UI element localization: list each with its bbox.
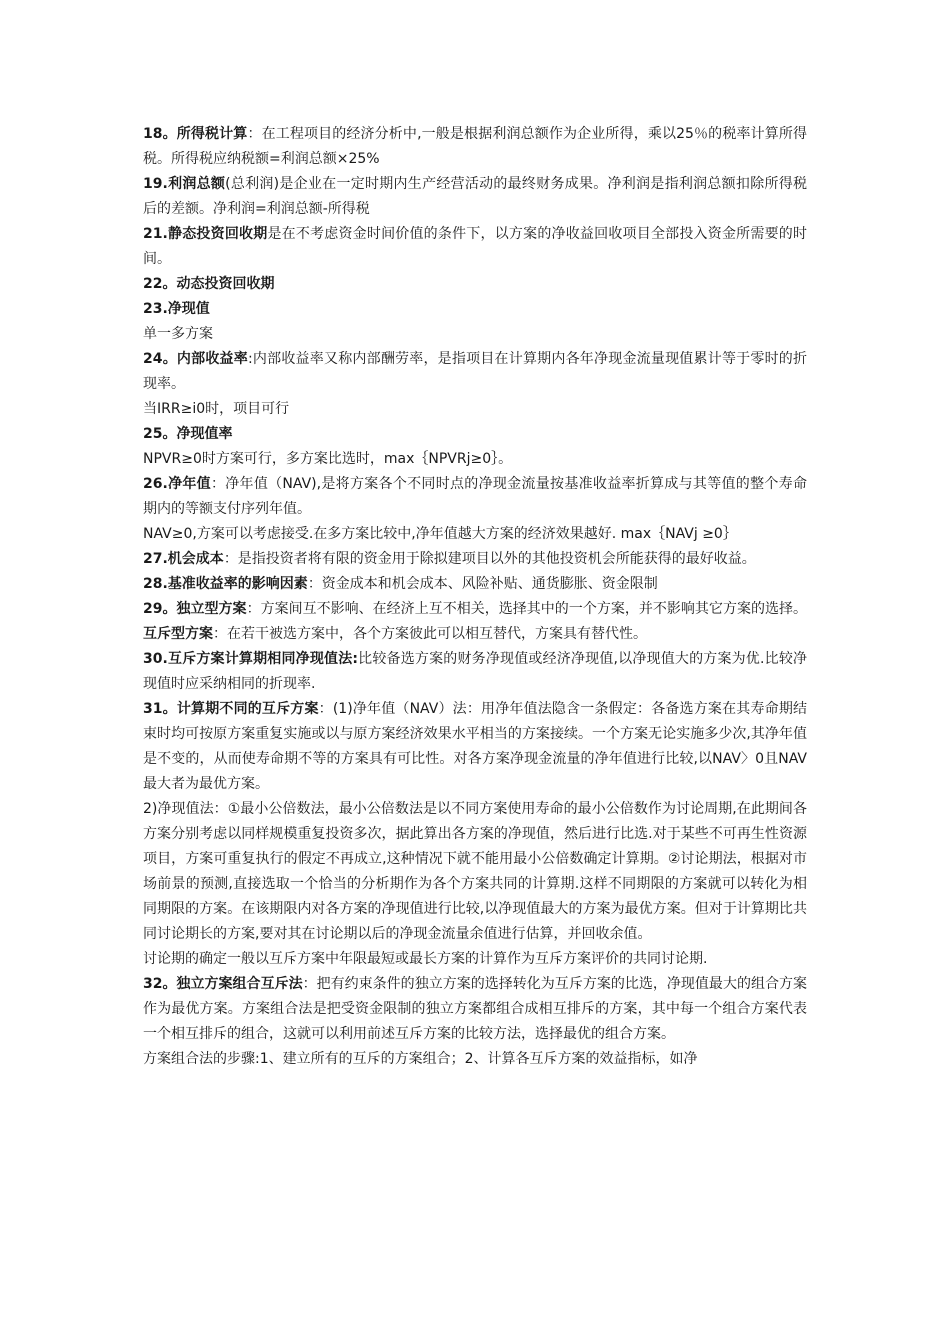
term-heading: 30.互斥方案计算期相同净现值法: <box>143 651 358 667</box>
paragraph-23 <box>143 297 807 322</box>
term-body: 2)净现值法：①最小公倍数法，最小公倍数法是以不同方案使用寿命的最小公倍数作为讨论周期,在此期间各方案分别考虑以同样规模重复投资多次，据此算出各方案的净现值，然后进行比选.对于某些不可再生性资源项目，方案可重复执行的假定不再成立,这种情况下就不能用最小公倍数确定计算期。②讨论期法，根据对市场前景的预测,直接选取一个恰当的分析期作为各个方案共同的计算期.这样不同期限的方案就可以转化为相同期限的方案。在该期限内对各方案的净现值进行比较,以净现值最大的方案为最优方案。但对于计算期比共同讨论期长的方案,要对其在讨论期以后的净现金流量余值进行估算，并回收余值。 <box>143 801 807 942</box>
document-page <box>143 122 807 1072</box>
paragraph-26 <box>143 472 807 522</box>
term-body: (总利润)是企业在一定时期内生产经营活动的最终财务成果。净利润是指利润总额扣除所得税后的差额。净利润=利润总额-所得税 <box>143 176 807 217</box>
term-body-secondary: ：在若干被选方案中，各个方案彼此可以相互替代，方案具有替代性。 <box>213 626 647 642</box>
paragraph-25 <box>143 422 807 447</box>
term-heading: 27.机会成本 <box>143 551 224 567</box>
paragraph-32-steps <box>143 1047 807 1072</box>
paragraph-29 <box>143 597 807 647</box>
paragraph-22 <box>143 272 807 297</box>
paragraph-25-note <box>143 447 807 472</box>
paragraph-31-npv <box>143 797 807 947</box>
paragraph-31-period <box>143 947 807 972</box>
term-heading: 21.静态投资回收期 <box>143 226 268 242</box>
term-body: 单一多方案 <box>143 326 213 342</box>
term-body: 方案组合法的步骤:1、建立所有的互斥的方案组合；2、计算各互斥方案的效益指标，如净 <box>143 1051 698 1067</box>
paragraph-24 <box>143 347 807 397</box>
term-heading: 19.利润总额 <box>143 176 226 192</box>
term-body: NAV≥0,方案可以考虑接受.在多方案比较中,净年值越大方案的经济效果越好. max｛NAVj ≥0｝ <box>143 526 737 542</box>
term-body: 当IRR≥i0时，项目可行 <box>143 401 290 417</box>
paragraph-32 <box>143 972 807 1047</box>
paragraph-19 <box>143 172 807 222</box>
term-heading: 23.净现值 <box>143 301 210 317</box>
term-body: ：净年值（NAV),是将方案各个不同时点的净现金流量按基准收益率折算成与其等值的整个寿命期内的等额支付序列年值。 <box>143 476 807 517</box>
term-body: ：是指投资者将有限的资金用于除拟建项目以外的其他投资机会所能获得的最好收益。 <box>223 551 756 567</box>
paragraph-18 <box>143 122 807 172</box>
term-body: ：(1)净年值（NAV）法：用净年值法隐含一条假定：各备选方案在其寿命期结束时均可按原方案重复实施或以与原方案经济效果水平相当的方案接续。一个方案无论实施多少次,其净年值是不变的，从而使寿命期不等的方案具有可比性。对各方案净现金流量的净年值进行比较,以NAV〉0且NAV最大者为最优方案。 <box>143 701 808 792</box>
term-body: ：方案间互不影响、在经济上互不相关，选择其中的一个方案，并不影响其它方案的选择。 <box>246 601 807 617</box>
paragraph-27 <box>143 547 807 572</box>
paragraph-30 <box>143 647 807 697</box>
term-body: :内部收益率又称内部酬劳率，是指项目在计算期内各年净现金流量现值累计等于零时的折现率。 <box>143 351 808 392</box>
term-body: NPVR≥0时方案可行，多方案比选时，max｛NPVRj≥0｝。 <box>143 451 513 467</box>
term-heading: 25。净现值率 <box>143 426 233 442</box>
term-body: 是在不考虑资金时间价值的条件下，以方案的净收益回收项目全部投入资金所需要的时间。 <box>143 226 807 267</box>
term-heading: 28.基准收益率的影响因素 <box>143 576 308 592</box>
term-body: 讨论期的确定一般以互斥方案中年限最短或最长方案的计算作为互斥方案评价的共同讨论期. <box>143 951 708 967</box>
term-heading: 26.净年值 <box>143 476 211 492</box>
term-body: ：在工程项目的经济分析中,一般是根据利润总额作为企业所得，乘以25％的税率计算所得税。所得税应纳税额=利润总额×25% <box>143 126 807 167</box>
paragraph-21 <box>143 222 807 272</box>
term-body: ：把有约束条件的独立方案的选择转化为互斥方案的比选，净现值最大的组合方案作为最优方案。方案组合法是把受资金限制的独立方案都组合成相互排斥的方案，其中每一个组合方案代表一个相互排斥的组合，这就可以利用前述互斥方案的比较方法，选择最优的组合方案。 <box>143 976 807 1042</box>
term-heading: 31。计算期不同的互斥方案 <box>143 701 319 717</box>
term-heading: 24。内部收益率 <box>143 351 248 367</box>
term-heading: 32。独立方案组合互斥法 <box>143 976 303 992</box>
term-body: 比较备选方案的财务净现值或经济净现值,以净现值大的方案为优.比较净现值时应采纳相同的折现率. <box>143 651 807 692</box>
term-heading-secondary: 互斥型方案 <box>143 626 213 642</box>
term-heading: 18。所得税计算 <box>143 126 248 142</box>
paragraph-24-note <box>143 397 807 422</box>
term-heading: 29。独立型方案 <box>143 601 247 617</box>
paragraph-28 <box>143 572 807 597</box>
term-body: ：资金成本和机会成本、风险补贴、通货膨胀、资金限制 <box>307 576 658 592</box>
paragraph-26-note <box>143 522 807 547</box>
paragraph-31 <box>143 697 807 797</box>
paragraph-23-note <box>143 322 807 347</box>
term-heading: 22。动态投资回收期 <box>143 276 275 292</box>
